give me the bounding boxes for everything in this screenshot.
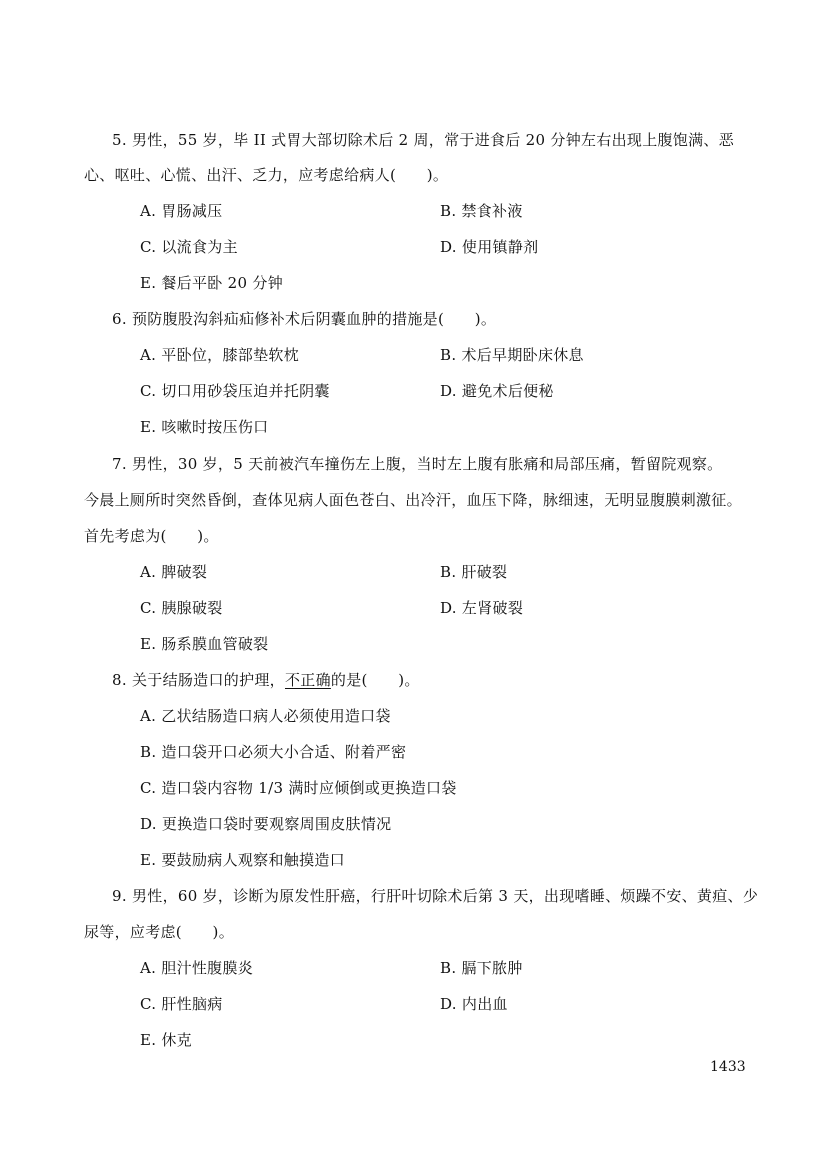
question-9-option-a: A. 胆汁性腹膜炎 — [140, 959, 254, 977]
question-6-option-b: B. 术后早期卧床休息 — [440, 346, 584, 364]
question-5-option-e: E. 餐后平卧 20 分钟 — [140, 274, 284, 292]
question-8-option-c: C. 造口袋内容物 1/3 满时应倾倒或更换造口袋 — [140, 779, 457, 797]
question-8-stem-prefix: 8. 关于结肠造口的护理， — [112, 671, 285, 689]
question-5-option-d: D. 使用镇静剂 — [440, 238, 539, 256]
question-8-stem-suffix: 的是( )。 — [330, 671, 420, 689]
question-6-option-e: E. 咳嗽时按压伤口 — [140, 418, 269, 436]
question-6-stem-line-1: 6. 预防腹股沟斜疝疝修补术后阴囊血肿的措施是( )。 — [112, 310, 497, 328]
question-8-option-e: E. 要鼓励病人观察和触摸造口 — [140, 851, 345, 869]
question-8-stem-line-1 — [112, 670, 792, 690]
question-6-option-a: A. 平卧位，膝部垫软枕 — [140, 346, 299, 364]
question-9-stem-line-2: 尿等，应考虑( )。 — [84, 923, 235, 941]
question-5-stem-line-1: 5. 男性，55 岁，毕 II 式胃大部切除术后 2 周，常于进食后 20 分钟左右出现上腹饱满、恶 — [112, 131, 735, 149]
question-7-stem-line-3: 首先考虑为( )。 — [84, 527, 219, 545]
question-9-option-c: C. 肝性脑病 — [140, 995, 223, 1013]
question-9-option-b: B. 膈下脓肿 — [440, 959, 523, 977]
question-9-option-e: E. 休克 — [140, 1031, 192, 1049]
question-5-option-a: A. 胃肠减压 — [140, 202, 223, 220]
question-8-option-d: D. 更换造口袋时要观察周围皮肤情况 — [140, 815, 392, 833]
question-8-stem-emphasis: 不正确 — [284, 671, 331, 689]
question-7-option-d: D. 左肾破裂 — [440, 599, 524, 617]
question-7-stem-line-1: 7. 男性，30 岁，5 天前被汽车撞伤左上腹，当时左上腹有胀痛和局部压痛，暂留院观察。 — [112, 455, 723, 473]
question-7-option-a: A. 脾破裂 — [140, 563, 208, 581]
question-7-option-e: E. 肠系膜血管破裂 — [140, 635, 269, 653]
question-7-option-c: C. 胰腺破裂 — [140, 599, 223, 617]
question-7-option-b: B. 肝破裂 — [440, 563, 508, 581]
question-8-option-b: B. 造口袋开口必须大小合适、附着严密 — [140, 743, 407, 761]
page-number: 1433 — [710, 1059, 746, 1075]
question-6-option-d: D. 避免术后便秘 — [440, 382, 554, 400]
question-9-stem-line-1: 9. 男性，60 岁，诊断为原发性肝癌，行肝叶切除术后第 3 天，出现嗜睡、烦躁不安、黄疸、少 — [112, 887, 759, 905]
question-9-option-d: D. 内出血 — [440, 995, 508, 1013]
question-8-option-a: A. 乙状结肠造口病人必须使用造口袋 — [140, 707, 391, 725]
question-7-stem-line-2: 今晨上厕所时突然昏倒，查体见病人面色苍白、出冷汗，血压下降，脉细速，无明显腹膜刺激征。 — [84, 491, 742, 509]
question-5-stem-line-2: 心、呕吐、心慌、出汗、乏力，应考虑给病人( )。 — [84, 166, 449, 184]
question-5-option-c: C. 以流食为主 — [140, 238, 238, 256]
question-6-option-c: C. 切口用砂袋压迫并托阴囊 — [140, 382, 330, 400]
question-5-option-b: B. 禁食补液 — [440, 202, 523, 220]
